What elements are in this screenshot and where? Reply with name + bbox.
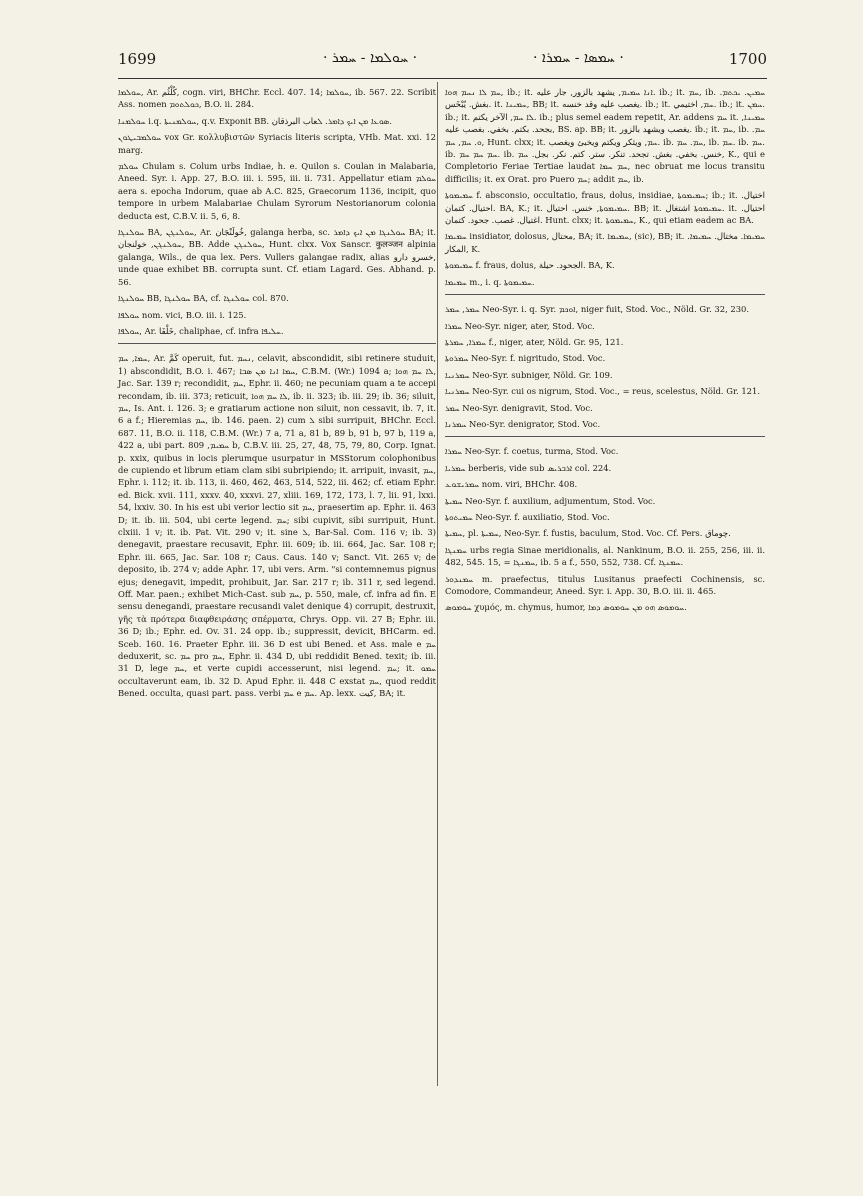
dictionary-entry: ܚܡܪܢܝܐ Neo-Syr. cui os nigrum, Stod. Voc., = reus, scelestus, Nöld. Gr. 121. — [445, 386, 761, 397]
dictionary-entry: ܚܘܠܢܓܐ BA, ܚܘܠܢܓܢ, Ar. خُولَنْجَان, galanga herba, sc. ܚܘܠܢܓܐ ܡܢ ܐܝܟ ܕܐܡܪ BA; it. ܚܘܠܢܓܢ, خولنجان, BB. Adde ܚܘܠܢܓܢ, Hunt. clxx. Vox Sanscr. कुलञ्जन alpinia galanga, Wils., de qua lex. Pers. Vullers galangae radix, alias خسرو دارو, unde quae exhibet BB. corrupta sunt. Cf. etiam Lagard. Ges. Abhand. p. 56. — [118, 227, 436, 287]
left-block-1 — [118, 86, 436, 337]
dictionary-entry: ܚܡܢܓܐ urbs regia Sinae meridionalis, al. Nankinum, B.O. ii. 255, 256, iii. ii. 482, 545. 15, = ܚܡܢܓܐ, ib. 5 a f., 550, 552, 738. Cf. ܚܡܢܓܐ. — [445, 544, 765, 568]
column-divider — [437, 82, 438, 1086]
dictionary-entry: ܚܡܪܝܐ berberis, vide sub ܐܪܒܪܝܣ col. 224. — [445, 462, 612, 473]
dictionary-entry: ܚܡܝܬܐ, pl. ܚܡܝܬܐ, Neo-Syr. f. fustis, baculum, Stod. Voc. Cf. Pers. چوماق. — [445, 528, 731, 539]
section-rule — [118, 343, 436, 344]
right-page-number: 1700 — [728, 50, 767, 68]
dictionary-entry: ܚܡܪܐ, ܚܡܪܬܐ f., niger, ater, Nöld. Gr. 95, 121. — [445, 336, 624, 347]
right-running-head: · ܚܡܣܐ - ܚܡܪܐ · — [533, 50, 624, 66]
right-block-1 — [445, 86, 765, 288]
dictionary-entry: ܚܘܠܢܓܐ BB, ܚܘܠܢܓܐ BA, cf. ܚܘܠܢܓܐ col. 870. — [118, 293, 289, 304]
dictionary-entry: ܚܡܢܕܘܪ m. praefectus, titulus Lusitanus praefecti Cochinensis, sc. Comodore, Commandeur, Aneed. Syr. i. App. 30, B.O. iii. ii. 465. — [445, 573, 765, 596]
section-rule — [445, 436, 765, 437]
dictionary-entry: ܚܘܠܡ Chulam s. Colum urbs Indiae, h. e. Quilon s. Coulan in Malabaria, Aneed. Syr. i. App. 27, B.O. iii. i. 595, iii. ii. 731. Appellatur etiam ܚܘܠܡ aera s. epocha Indorum, quae ab A.C. 825, Graecorum 1136, incipit, quo tempore in urbem Malabariae Chulam Syrorum Nestorianorum colonia deducta est, C.B.V. ii. 5, 6, 8. — [118, 161, 436, 221]
left-running-head: · ܚܘܠܡܐ - ܚܡܪ · — [323, 50, 418, 66]
dictionary-entry: ܚܡܪ, ܚܡܪ Neo-Syr. i. q. Syr. ܐܘܟܡ, niger fuit, Stod. Voc., Nöld. Gr. 32, 230. — [445, 304, 750, 315]
left-block-2 — [118, 352, 436, 699]
dictionary-entry: ܚܡܪܐ Neo-Syr. niger, ater, Stod. Voc. — [445, 320, 595, 331]
dictionary-entry: ܚܡܪܐ Neo-Syr. f. coetus, turma, Stod. Voc. — [445, 446, 619, 457]
left-column — [118, 86, 436, 704]
header-rule — [118, 78, 767, 79]
dictionary-entry: ܚܡܝܡܘܬܐ f. fraus, dolus, الجحود. حيلة. BA, K. — [445, 260, 615, 271]
right-block-2 — [445, 303, 765, 430]
dictionary-entry: ܚܘܠܡܢܐ i.q. ܚܘܠܡܢܝܬܐ, q.v. Exponit BB. ܣܘܥܐ ܡܢ ܐܝܟ ܕܐܡܪ. ܠعاب البرذقان. — [118, 115, 392, 126]
dictionary-entry: ܚܡܪܝܫܘܥ nom. viri, BHChr. 408. — [445, 479, 578, 490]
dictionary-entry: ܚܡܝܬܘܬܐ Neo-Syr. f. auxiliatio, Stod. Voc. — [445, 511, 610, 522]
dictionary-entry: ܚܡܪ Neo-Syr. denigravit, Stod. Voc. — [445, 402, 593, 413]
dictionary-entry: ܚܡܝܬܐ Neo-Syr. f. auxilium, adjumentum, Stod. Voc. — [445, 495, 656, 506]
dictionary-entry: ܚܘܠܡܒܝܛܘܢ vox Gr. κολλυβιστῶν Syriacis literis scripta, VHb. Mat. xxi. 12 marg. — [118, 132, 436, 155]
right-column — [445, 86, 765, 618]
left-page-number: 1699 — [118, 50, 157, 68]
dictionary-entry: ܚܘܠܦܐ, Ar. خَلْفَا, chaliphae, cf. infra ܚܠܝܦܐ. — [118, 325, 284, 336]
dictionary-entry: ܚܡܝܡܘܬܐ f. absconsio, occultatio, fraus, dolus, insidiae, ܚܡܝܡܘܬܐ; ib.; it. اختيال. احتيال. كتمان. BA, K.; it. ܚܡܝܡܘܬܐ, خنس. احتيال. BB; it. ܚܡܝܡܘܬܐ اشتغال. it. احتيال. اغتيال. غصب. جحود. كتمان. Hunt. clxx; it. ܚܡܝܡܘܬܐ, K., qui etiam eadem ac BA. — [445, 190, 765, 226]
section-rule — [445, 294, 765, 295]
dictionary-entry: ܚܡܪܢܝܐ Neo-Syr. subniger, Nöld. Gr. 109. — [445, 369, 613, 380]
dictionary-entry: ܚܡܝܡܐ m., i. q. ܚܡܝܡܘܬܐ. — [445, 276, 535, 287]
dictionary-entry: ܚܡܐ, ܚܡ, Ar. كَمَّ operuit, fut. ܢܚܡ, celavit, abscondidit, sibi retinere studuit, 1) abscondidit, B.O. i. 467; ܚܡܐ ܐܢܐ ܡܢ ܣܒܐ, C.B.M. (Wr.) 1094 a; ܠܐ ܚܡ ܗܘܐ, Jac. Sar. 139 r; recondidit, ܚܡ, Ephr. ii. 460; ne pecuniam quam a te accepi recondam, ib. iii. 373; reticuit, ܠܐ ܚܡ ܗܘܐ, ib. ii. 323; ib. iii. 29; ib. 36; siluit, ܚܡ, Is. Ant. i. 126. 3; e gratiarum actione non siluit, non cessavit, ib. 7, it. 6 a f.; Hieremias ܚܡ, ib. 146. paen. 2) cum ܠ sibi surripuit, BHChr. Eccl. 687. 11, B.O. ii. 118, C.B.M. (Wr.) 7 a, 71 a, 81 b, 89 b, 91 b, 97 b, 119 a, 422 a, ubi part. ܚܡܝܡ, 809 b, C.B.V. iii. 25, 27, 48, 75, 79, 80, Corp. Ignat. p. xxix, quibus in locis plerumque usurpatur in MSStorum colophonibus de cupiendo et librum etiam clam sibi subripiendo; it. arripuit, invasit, ܚܡ, Ephr. i. 112; it. ib. 113, ii. 460, 462, 463, 514, 522, iii. 462; cf. etiam Ephr. ed. Bick. xvii. 111, xxxv. 40, xxxvi. 27, xliii. 169, 172, 173, l. 7, lii. 91, lxxi. 54, lxxiv. 30. In his est ubi verior lectio sit ܚܡ, praesertim ap. Ephr. ii. 463 D; it. ib. iii. 504, ubi certe legend. ܚܡ; sibi cupivit, sibi surripuit, Hunt. clxiii. 1 v; it. ib. Pat. Vit. 290 v; it. sine ܠ, Bar-Sal. Com. 116 v; ib. 3) denegavit, praestare recusavit, Ephr. iii. 609; ib. iii. 664, Jac. Sar. 108 r; Ephr. iii. 665, Jac. Sar. 108 r; Caus. Caus. 140 v; Sanct. Vit. 265 v; de deposito, ib. 274 v; adde Aphr. 17, ubi vers. Arm. "si contemnemus pignus ejus; denegavit, impedit, prohibuit, Jar. Sar. 217 r; ib. 311 r, sed legend. Off. Mar. paen.; exhibet Mich-Cast. sub ܚܡ, p. 550, male, cf. infra ad fin. E sensu denegandi, praestare recusandi valet denique 4) corrupit, destruxit, γῆς τὰ πρότερα διαφθειράσης σπέρματα, Chrys. Opp. vii. 27 B; Ephr. iii. 36 D; ib.; Ephr. ed. Ov. 31. 24 opp. ib.; suppressit, devicit, BHCarm. ed. Sceb. 160. 16. Praeter Ephr. iii. 36 D est ubi Bened. et Ass. male e ܚܡ deduxerit, sc. ܚܡ pro ܚܡ, Ephr. ii. 434 D, ubi reddidit Bened. texit; ib. iii. 31 D, lege ܚܡ, et verte cupidi accesserunt, nisi legend. ܚܡ; it. ܚܡܘ occultaverunt eam, ib. 32 D. Apud Ephr. ii. 448 C exstat ܚܡ, quod reddit Bened. occulta, quasi part. pass. verbi ܚܡ e ܚܡ. Ap. lexx. كيت, BA; it. — [118, 353, 437, 699]
right-block-3 — [445, 445, 765, 613]
dictionary-entry: ܚܡܪܘܬܐ Neo-Syr. f. nigritudo, Stod. Voc. — [445, 353, 606, 364]
dictionary-entry: ܚܡ ܠܐ ܢܚܡ ܗܘܐ, ib.; it. ܐܢܐ ܚܡܝܡ, يشهد بالزور, جار عليه. ib.; it. ܚܡ, ib. ܚܡܝܢ. ܝܟܬܡ. بغش. يُبْخَس. it. ܚܡܝܢܐ, BB; it. يغصب عليه وقد خنسه. ib.; it. ܚܡ, اختيمي. ib.; it. ܚܡܢ. ib.; it. ܠܐ ܚܡ, الآخر يكتم. ib.; plus semel eadem repetit, Ar. addens ܚܡ it. ܚܡܝܢܐ, بجحد. بكتم. بخفي. بغصب عليه, BS. ap. BB; it. يغصب ويشهد بالزور. ib.; it. ܚܡ, ib. ܚܡ. ܘ. ܚܡ, ܚܡ, Hunt. clxx; it. ܚܡ, ويثكر ويكتم ويخبئ ويغصب. ib. ܚܡ. ܚܡ, ib. ܚܡ. ib. ܚܡ. ib. ܚܡ ܚܡ ܚܡ. ib. خنس. بخفي. بغش. تجحد. تنكر. ستر. كتم. نكر. بجل. ܚܡ, K., qui e Completorio Feriae Tertiae laudat ܚܡ ܚܡܐ, nec obruat me locus transitu difficilis; it. ex Orat. pro Puero ܚܡ; addit ܚܡ, ib. — [445, 87, 766, 184]
dictionary-entry: ܚܡܪܢܐ Neo-Syr. denigrator, Stod. Voc. — [445, 418, 601, 429]
dictionary-entry: ܚܡܝܡܐ insidiator, dolosus, محتال, BA; it. ܚܡܝܡܐ, (sic), BB; it. ܚܡܝܡܐ. مختال. ܚܡܝܡܐ. المكار, K. — [445, 231, 765, 254]
dictionary-entry: ܚܘܡܘܣ χυμός, m. chymus, humor, ܚܘܡܘܣ ܗܘ ܡܢ ܚܘܡܘܣ ܕܡܐ. — [445, 602, 687, 613]
dictionary-entry: ܚܘܠܦܐ nom. vici, B.O. iii. i. 125. — [118, 309, 247, 320]
dictionary-entry: ܚܘܠܡܐ, Ar. كُلْثُم, cogn. viri, BHChr. Eccl. 407. 14; ܚܘܠܡܐ, ib. 567. 22. Scribit Ass. nomen ܟܘܠܬܘܡ, B.O. ii. 284. — [118, 87, 436, 110]
page-header — [118, 50, 767, 74]
